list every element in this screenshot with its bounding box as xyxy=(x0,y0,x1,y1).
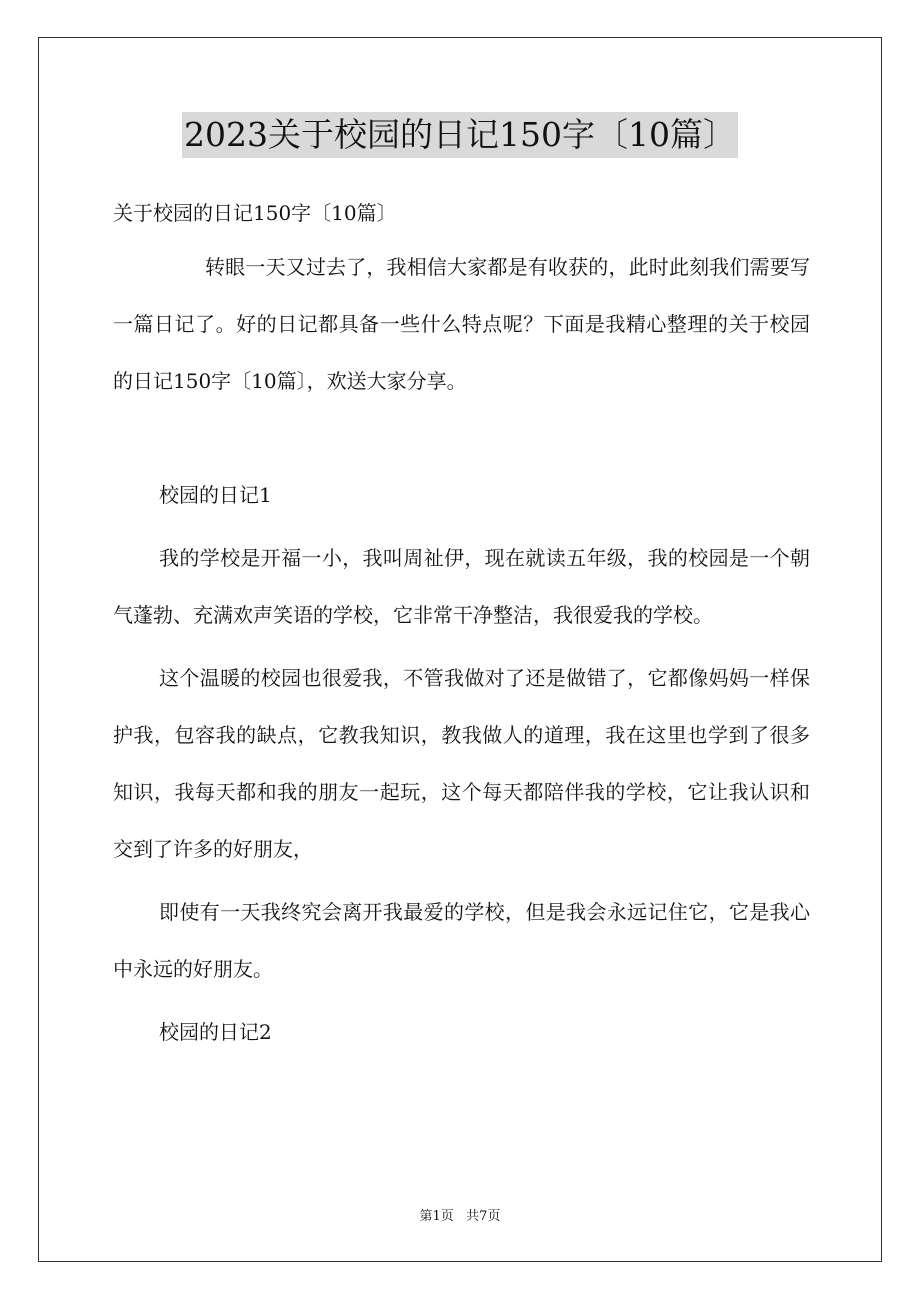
title-container xyxy=(0,112,920,158)
section-1-paragraph-1: 我的学校是开福一小，我叫周祉伊，现在就读五年级，我的校园是一个朝气蓬勃、充满欢声笑语的学校，它非常干净整洁，我很爱我的学校。 xyxy=(113,546,810,627)
document-subtitle: 关于校园的日记150字〔10篇〕 xyxy=(113,201,397,225)
section-heading-1: 校园的日记1 xyxy=(159,483,272,507)
document-title: 2023关于校园的日记150字〔10篇〕 xyxy=(182,112,738,158)
page-footer: 第1页 共7页 xyxy=(419,1209,501,1224)
intro-paragraph: 转眼一天又过去了，我相信大家都是有收获的，此时此刻我们需要写一篇日记了。好的日记都具备一些什么特点呢？下面是我精心整理的关于校园的日记150字〔10篇〕，欢送大家分享。 xyxy=(113,255,810,393)
section-1-paragraph-3: 即使有一天我终究会离开我最爱的学校，但是我会永远记住它，它是我心中永远的好朋友。 xyxy=(113,900,810,981)
section-1-paragraph-2: 这个温暖的校园也很爱我，不管我做对了还是做错了，它都像妈妈一样保护我，包容我的缺点，它教我知识，教我做人的道理，我在这里也学到了很多知识，我每天都和我的朋友一起玩，这个每天都陪伴我的学校，它让我认识和交到了许多的好朋友， xyxy=(113,666,810,861)
section-heading-2: 校园的日记2 xyxy=(159,1020,272,1044)
document-body xyxy=(113,190,810,1061)
